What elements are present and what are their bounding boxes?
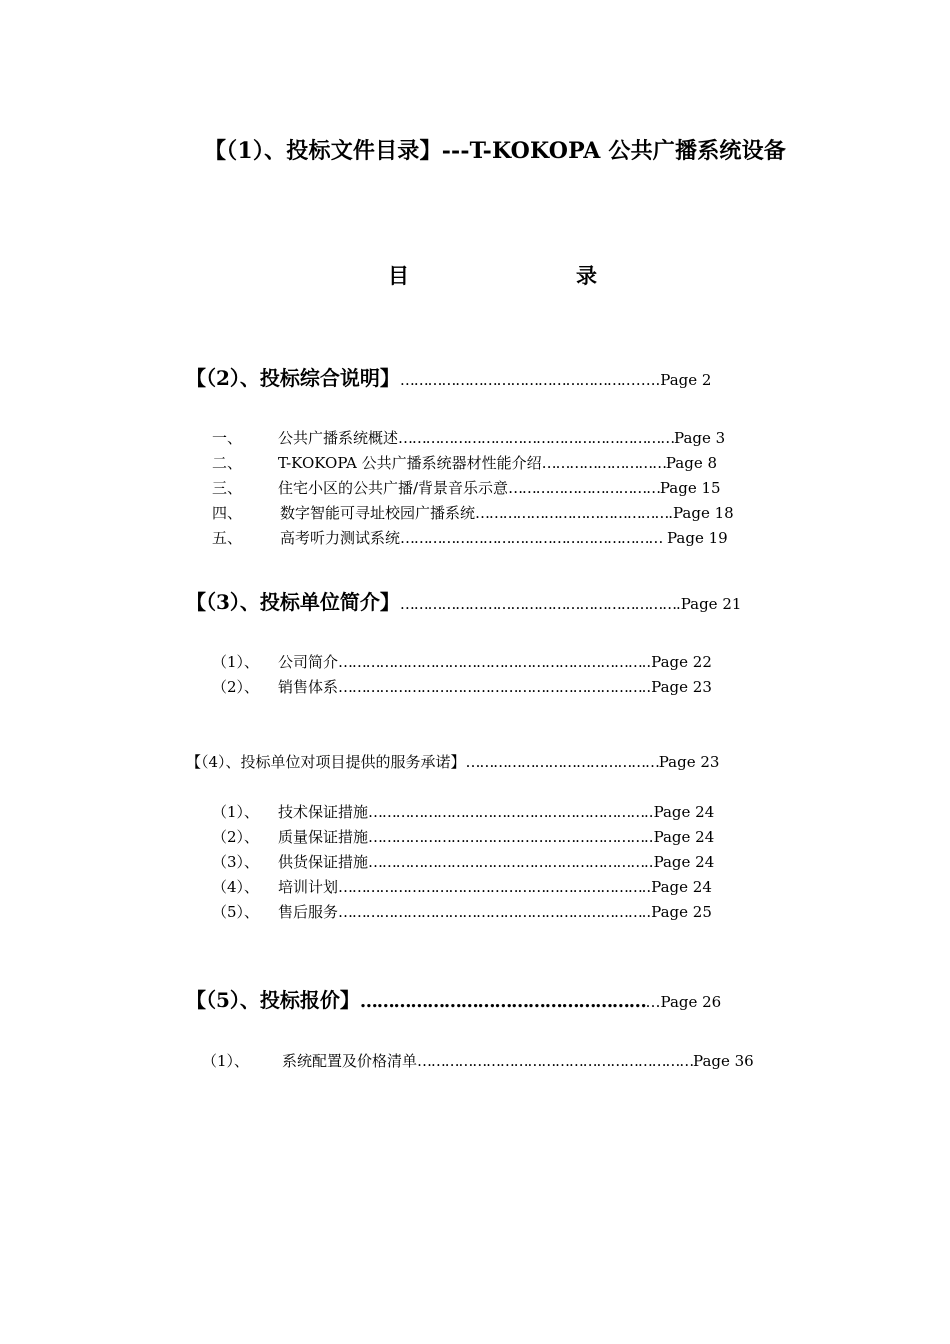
- leader-dots: …………………………………………………………: [338, 878, 642, 896]
- leader-dots: ……………………………………………………: [399, 595, 676, 613]
- toc-section-4[interactable]: [186, 751, 719, 772]
- page-number: ..Page 24: [641, 878, 712, 896]
- item-number: （2）、: [212, 678, 260, 696]
- leader-dots: ……………………………………………: [359, 991, 646, 1012]
- page-number: Page 8: [665, 454, 718, 472]
- item-label: 售后服务: [278, 903, 339, 921]
- item-label: 质量保证措施: [278, 828, 369, 846]
- item-label: T-KOKOPA 公共广播系统器材性能介绍: [278, 454, 542, 472]
- toc-item[interactable]: [212, 876, 712, 897]
- toc-item[interactable]: [212, 651, 712, 672]
- page-number: ..Page 24: [644, 803, 715, 821]
- item-number: （3）、: [212, 853, 260, 871]
- item-label: 数字智能可寻址校园广播系统: [280, 504, 476, 522]
- leader-dots: …………………………………………………………: [338, 678, 642, 696]
- toc-section-3[interactable]: [186, 586, 741, 615]
- leader-dots: …………………………………………………: [400, 529, 663, 547]
- item-label: 供货保证措施: [278, 853, 369, 871]
- leader-dots: ……………………………………………………: [368, 803, 645, 821]
- section-label: 【（4）、投标单位对项目提供的服务承诺】: [186, 753, 466, 771]
- page-number: …Page 26: [645, 993, 722, 1011]
- page-number: ..Page 25: [641, 903, 712, 921]
- leader-dots: ……………………………………: [465, 753, 659, 771]
- page-number: ..Page 24: [644, 853, 715, 871]
- section-label: 【（5）、投标报价】: [186, 988, 360, 1012]
- item-number: 五、: [212, 529, 243, 547]
- toc-item[interactable]: [212, 826, 714, 847]
- page-number: Page 19: [662, 529, 728, 547]
- toc-item[interactable]: [212, 851, 714, 872]
- toc-item[interactable]: [212, 452, 717, 473]
- toc-item[interactable]: [212, 801, 714, 822]
- leader-dots: ……………………………………………………: [368, 828, 645, 846]
- document-title: 【（1）、投标文件目录】---T-KOKOPA 公共广播系统设备: [203, 138, 787, 164]
- section-label: 【（3）、投标单位简介】: [186, 590, 400, 614]
- item-label: 住宅小区的公共广播/背景音乐示意: [278, 479, 509, 497]
- section-label: 【（2）、投标综合说明】: [186, 366, 400, 390]
- item-number: （1）、: [212, 803, 260, 821]
- item-label: 系统配置及价格清单: [282, 1052, 418, 1070]
- leader-dots: …………………………………………: [399, 371, 621, 389]
- item-number: （1）、: [202, 1052, 250, 1070]
- toc-section-5[interactable]: [186, 984, 721, 1013]
- page-number: Page 23: [658, 753, 720, 771]
- page-number: .Page 21: [675, 595, 742, 613]
- toc-heading-right: 录: [576, 263, 597, 288]
- page-number: ..Page 23: [641, 678, 712, 696]
- item-number: （1）、: [212, 653, 260, 671]
- toc-item[interactable]: [202, 1050, 754, 1071]
- page-number: ..Page 22: [641, 653, 712, 671]
- toc-item[interactable]: [212, 527, 728, 548]
- toc-item[interactable]: [212, 901, 712, 922]
- leader-dots: ……………………………………………………: [398, 429, 675, 447]
- item-number: （5）、: [212, 903, 260, 921]
- toc-section-2[interactable]: [186, 362, 711, 391]
- leader-dots: …………………………………………………………: [338, 653, 642, 671]
- page-number: Page 15: [659, 479, 721, 497]
- item-label: 公司简介: [278, 653, 339, 671]
- leader-dots: ……………………………………: [475, 504, 669, 522]
- leader-dots: ……………………………………………………: [368, 853, 645, 871]
- leader-dots: …………………………………………………………: [338, 903, 642, 921]
- leader-dots: ……………………………: [508, 479, 660, 497]
- item-number: （4）、: [212, 878, 260, 896]
- page-number: Page 3: [674, 429, 726, 447]
- toc-item[interactable]: [212, 427, 725, 448]
- page-number: Page 36: [693, 1052, 754, 1070]
- leader-dots: ………………………: [541, 454, 666, 472]
- item-label: 培训计划: [278, 878, 339, 896]
- item-label: 高考听力测试系统: [280, 529, 401, 547]
- item-number: 三、: [212, 479, 243, 497]
- item-label: 销售体系: [278, 678, 339, 696]
- page-number: ……..Page 2: [620, 371, 712, 389]
- toc-item[interactable]: [212, 676, 712, 697]
- item-label: 公共广播系统概述: [278, 429, 399, 447]
- item-number: 四、: [212, 504, 243, 522]
- toc-item[interactable]: [212, 502, 734, 523]
- item-label: 技术保证措施: [278, 803, 369, 821]
- toc-heading-left: 目: [388, 263, 409, 288]
- item-number: （2）、: [212, 828, 260, 846]
- leader-dots: ……………………………………………………: [417, 1052, 694, 1070]
- item-number: 一、: [212, 429, 243, 447]
- toc-item[interactable]: [212, 477, 721, 498]
- item-number: 二、: [212, 454, 243, 472]
- page-number: .Page 18: [668, 504, 734, 522]
- page-number: ..Page 24: [644, 828, 715, 846]
